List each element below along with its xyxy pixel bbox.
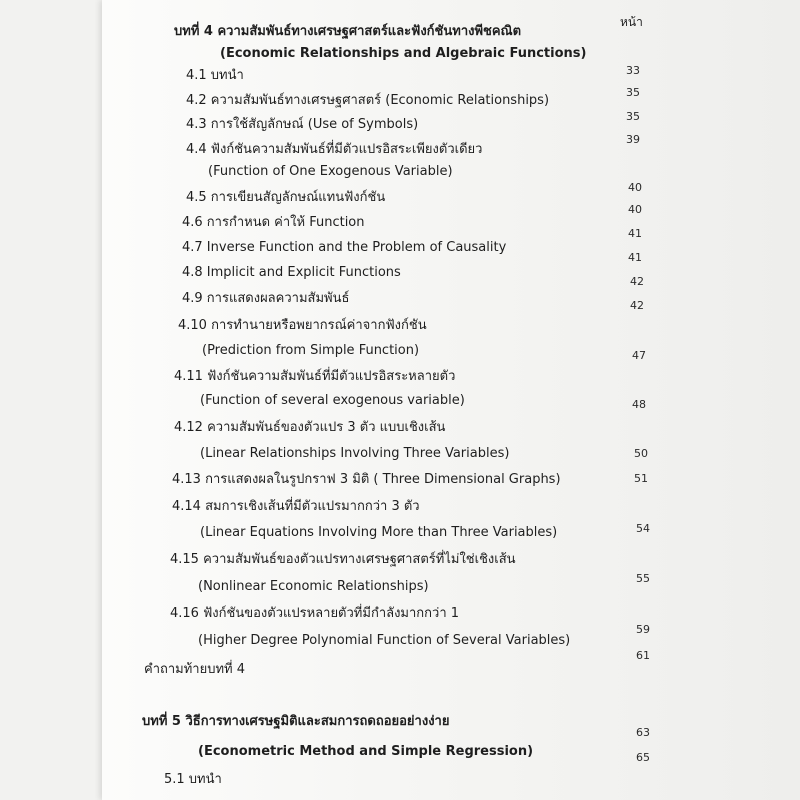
- page-number: 35: [626, 86, 640, 99]
- page-number: 55: [636, 572, 650, 585]
- page-number: 65: [636, 751, 650, 764]
- page-number: 40: [628, 203, 642, 216]
- toc-entry: 4.14 สมการเชิงเส้นที่มีตัวแปรมากกว่า 3 ตัว: [172, 499, 420, 514]
- page-number: 39: [626, 133, 640, 146]
- toc-entry: 4.2 ความสัมพันธ์ทางเศรษฐศาสตร์ (Economic Relationships): [186, 93, 550, 108]
- page-number: 50: [634, 447, 648, 460]
- book-page: [102, 0, 800, 800]
- chapter-5-title: บทที่ 5 วิธีการทางเศรษฐมิติและสมการถดถอยอย่างง่าย: [142, 714, 450, 729]
- page-column-label: หน้า: [620, 15, 643, 29]
- chapter-4-title: บทที่ 4 ความสัมพันธ์ทางเศรษฐศาสตร์และฟังก์ชันทางพีชคณิต: [174, 24, 522, 39]
- page-number: 59: [636, 623, 650, 636]
- toc-entry: 4.11 ฟังก์ชันความสัมพันธ์ที่มีตัวแปรอิสระหลายตัว: [174, 369, 456, 384]
- page-number: 41: [628, 251, 642, 264]
- toc-entry: 4.4 ฟังก์ชันความสัมพันธ์ที่มีตัวแปรอิสระเพียงตัวเดียว: [186, 142, 483, 157]
- page-number: 61: [636, 649, 650, 662]
- toc-entry: (Function of One Exogenous Variable): [208, 164, 453, 179]
- toc-entry: 4.3 การใช้สัญลักษณ์ (Use of Symbols): [186, 117, 419, 132]
- chapter-5-subtitle: (Econometric Method and Simple Regression): [198, 744, 534, 759]
- toc-entry: 5.1 บทนำ: [164, 772, 222, 787]
- toc-entry: 4.9 การแสดงผลความสัมพันธ์: [182, 291, 350, 306]
- toc-entry: 4.1 บทนำ: [186, 68, 244, 83]
- toc-entry: 4.5 การเขียนสัญลักษณ์แทนฟังก์ชัน: [186, 190, 386, 205]
- toc-entry: 4.6 การกำหนด ค่าให้ Function: [182, 215, 365, 230]
- page-number: 41: [628, 227, 642, 240]
- page-number: 33: [626, 64, 640, 77]
- page-number: 47: [632, 349, 646, 362]
- toc-entry: คำถามท้ายบทที่ 4: [144, 662, 246, 677]
- page-number: 54: [636, 522, 650, 535]
- page-number: 63: [636, 726, 650, 739]
- toc-entry: 4.16 ฟังก์ชันของตัวแปรหลายตัวที่มีกำลังมากกว่า 1: [170, 606, 460, 621]
- toc-entry: 4.13 การแสดงผลในรูปกราฟ 3 มิติ ( Three Dimensional Graphs): [172, 472, 561, 487]
- toc-entry: 4.8 Implicit and Explicit Functions: [182, 265, 401, 280]
- toc-entry: 4.10 การทำนายหรือพยากรณ์ค่าจากฟังก์ชัน: [178, 318, 427, 333]
- toc-entry: (Linear Equations Involving More than Three Variables): [200, 525, 558, 540]
- page-number: 40: [628, 181, 642, 194]
- toc-entry: (Nonlinear Economic Relationships): [198, 579, 429, 594]
- toc-entry: (Function of several exogenous variable): [200, 393, 465, 408]
- toc-entry: (Prediction from Simple Function): [202, 343, 420, 358]
- page-number: 35: [626, 110, 640, 123]
- chapter-4-subtitle: (Economic Relationships and Algebraic Functions): [220, 46, 587, 61]
- page-number: 51: [634, 472, 648, 485]
- page-number: 42: [630, 299, 644, 312]
- toc-entry: 4.7 Inverse Function and the Problem of Causality: [182, 240, 507, 255]
- toc-entry: 4.12 ความสัมพันธ์ของตัวแปร 3 ตัว แบบเชิงเส้น: [174, 420, 446, 435]
- page-number: 42: [630, 275, 644, 288]
- toc-entry: 4.15 ความสัมพันธ์ของตัวแปรทางเศรษฐศาสตร์ที่ไม่ใช่เชิงเส้น: [170, 552, 516, 567]
- toc-entry: (Higher Degree Polynomial Function of Several Variables): [198, 633, 571, 648]
- toc-entry: (Linear Relationships Involving Three Variables): [200, 446, 510, 461]
- page-number: 48: [632, 398, 646, 411]
